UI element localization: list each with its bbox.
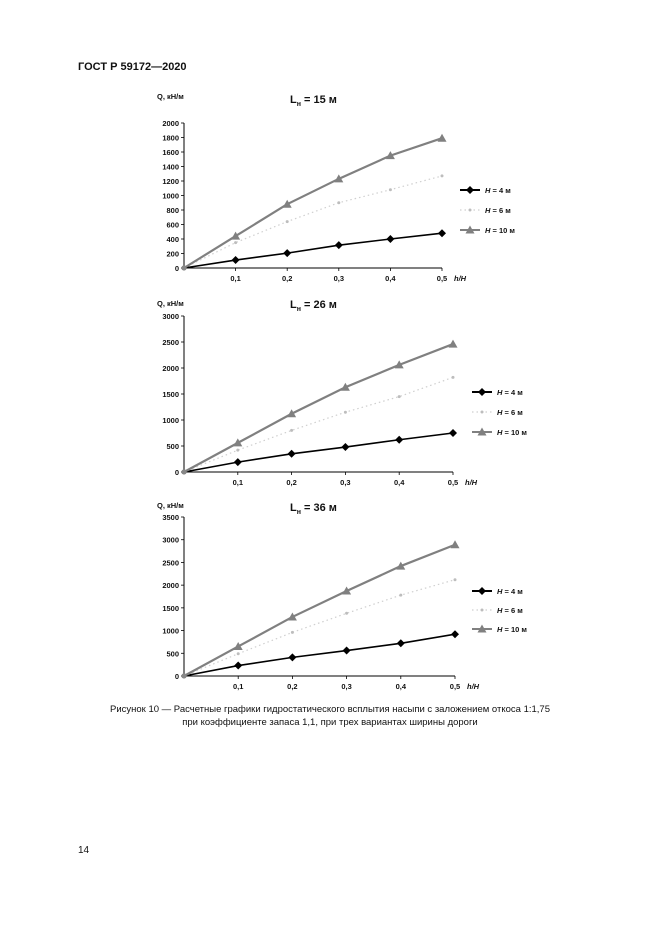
data-point <box>234 458 242 466</box>
y-tick-label: 1200 <box>162 177 179 186</box>
y-axis-label: Q, кН/м <box>157 92 184 101</box>
series-line <box>184 433 453 472</box>
legend-label: H = 4 м <box>497 587 523 596</box>
data-point <box>438 134 447 142</box>
y-tick-label: 3000 <box>162 312 179 321</box>
data-point <box>234 662 242 670</box>
data-point <box>397 639 405 647</box>
y-tick-label: 1400 <box>162 162 179 172</box>
x-tick-label: 0,3 <box>333 274 345 283</box>
data-point <box>335 241 343 249</box>
data-point <box>398 395 401 398</box>
data-point <box>389 188 392 191</box>
x-tick-label: 0,4 <box>393 478 405 487</box>
y-axis-label: Q, кН/м <box>157 299 184 308</box>
data-point <box>399 594 402 597</box>
x-tick-label: 0,5 <box>436 274 448 283</box>
data-point <box>291 631 294 634</box>
y-tick-label: 2000 <box>162 581 179 591</box>
document-header: ГОСТ Р 59172—2020 <box>78 61 187 73</box>
data-point <box>451 540 460 548</box>
x-tick-label: 0,3 <box>340 478 351 487</box>
data-point <box>449 429 457 437</box>
y-tick-label: 1500 <box>162 390 179 399</box>
legend-label: H = 6 м <box>497 606 523 615</box>
x-tick-label: 0,2 <box>287 682 298 691</box>
y-axis-label: Q, кН/м <box>157 501 184 510</box>
data-point <box>232 256 240 264</box>
legend-marker <box>481 609 484 612</box>
data-point <box>237 652 240 655</box>
data-point <box>343 647 351 655</box>
caption-line-2: при коэффициенте запаса 1,1, при трех вариантах ширины дороги <box>182 717 478 728</box>
y-tick-label: 0 <box>174 264 179 273</box>
data-point <box>454 578 457 581</box>
legend-label: H = 10 м <box>485 226 515 235</box>
data-point <box>234 241 237 244</box>
x-axis-label: h/H <box>454 274 467 283</box>
y-tick-label: 3500 <box>162 513 179 522</box>
data-point <box>236 449 239 452</box>
data-point <box>290 429 293 432</box>
chart-title: $L_н = 26$ м <box>290 299 337 313</box>
x-tick-label: 0,4 <box>395 682 407 691</box>
y-tick-label: 1000 <box>162 191 179 201</box>
legend-label: H = 10 м <box>497 625 527 634</box>
y-tick-label: 0 <box>174 672 179 681</box>
x-tick-label: 0,2 <box>281 274 293 283</box>
data-point <box>449 340 458 348</box>
y-tick-label: 1800 <box>162 133 179 143</box>
y-tick-label: 2000 <box>162 364 179 373</box>
legend-label: H = 6 м <box>485 206 511 215</box>
data-point <box>337 201 340 204</box>
data-point <box>451 630 459 638</box>
x-tick-label: 0,3 <box>341 682 352 691</box>
y-tick-label: 1000 <box>162 626 179 636</box>
x-tick-label: 0,5 <box>449 682 461 691</box>
data-point <box>395 436 403 444</box>
x-tick-label: 0,1 <box>232 478 244 487</box>
legend-label: H = 4 м <box>485 186 511 195</box>
data-point <box>286 220 289 223</box>
chart-2 <box>0 296 661 496</box>
legend-marker <box>469 209 472 212</box>
y-tick-label: 3000 <box>162 535 179 545</box>
y-tick-label: 2000 <box>162 119 179 128</box>
y-tick-label: 1500 <box>162 603 179 613</box>
origin-point <box>182 266 187 271</box>
data-point <box>438 229 446 237</box>
y-tick-label: 200 <box>166 249 179 259</box>
series-line <box>184 233 442 268</box>
data-point <box>283 249 291 257</box>
x-tick-label: 0,1 <box>230 274 241 283</box>
y-tick-label: 0 <box>174 468 179 477</box>
y-tick-label: 2500 <box>162 338 179 347</box>
data-point <box>231 232 240 240</box>
chart-1 <box>0 85 661 295</box>
legend-label: H = 6 м <box>497 408 523 417</box>
data-point <box>441 174 444 177</box>
y-tick-label: 600 <box>166 220 179 230</box>
x-axis-label: h/H <box>467 682 480 691</box>
y-tick-label: 1000 <box>162 416 179 425</box>
x-axis-label: h/H <box>465 478 478 487</box>
caption-line-1: Рисунок 10 — Расчетные графики гидростатического всплытия насыпи с заложением откоса 1:1,75 <box>109 704 550 715</box>
data-point <box>341 443 349 451</box>
y-tick-label: 500 <box>166 442 179 451</box>
legend-label: H = 4 м <box>497 388 523 397</box>
x-tick-label: 0,1 <box>232 682 244 691</box>
data-point <box>288 450 296 458</box>
chart-3 <box>0 497 661 697</box>
legend-marker <box>478 388 486 396</box>
series-line <box>184 176 442 268</box>
x-tick-label: 0,2 <box>286 478 297 487</box>
data-point <box>386 235 394 243</box>
series-line <box>184 344 453 472</box>
data-point <box>344 411 347 414</box>
series-line <box>184 580 455 676</box>
legend-label: H = 10 м <box>497 428 527 437</box>
origin-point <box>182 674 187 679</box>
chart-title: $L_н = 15$ м <box>290 94 337 108</box>
legend-marker <box>466 186 474 194</box>
page-number: 14 <box>78 845 90 856</box>
y-tick-label: 1600 <box>162 148 179 157</box>
legend-marker <box>481 411 484 414</box>
series-line <box>184 545 455 676</box>
data-point <box>288 653 296 661</box>
y-tick-label: 500 <box>166 649 179 659</box>
y-tick-label: 400 <box>166 235 179 244</box>
legend-marker <box>478 587 486 595</box>
data-point <box>345 612 348 615</box>
series-line <box>184 377 453 472</box>
y-tick-label: 800 <box>166 206 179 215</box>
data-point <box>452 376 455 379</box>
origin-point <box>182 470 187 475</box>
x-tick-label: 0,4 <box>385 274 396 283</box>
x-tick-label: 0,5 <box>447 478 459 487</box>
figure-caption <box>100 703 560 729</box>
y-tick-label: 2500 <box>162 558 179 568</box>
chart-title: $L_н = 36$ м <box>290 502 337 516</box>
